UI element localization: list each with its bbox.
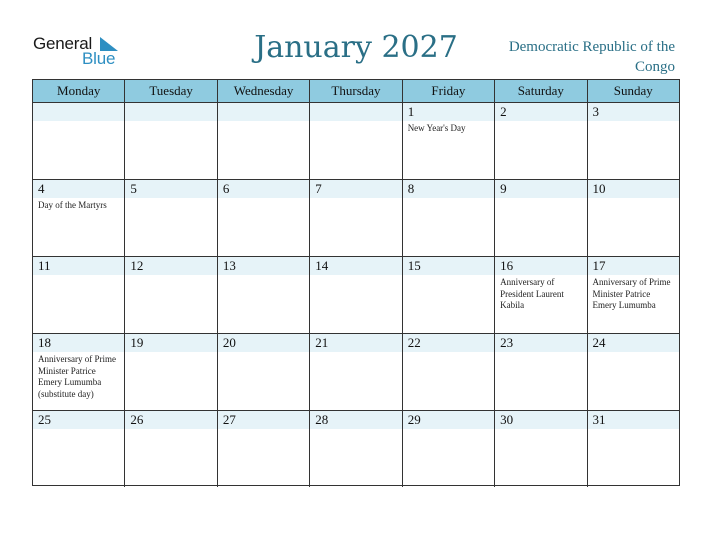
- day-cell: [125, 411, 217, 487]
- day-cell: [218, 334, 310, 410]
- day-number: 11: [38, 258, 51, 273]
- day-cell: [403, 180, 495, 256]
- weekday-monday: Monday: [33, 80, 125, 102]
- day-number: 9: [500, 181, 507, 196]
- day-number: 4: [38, 181, 45, 196]
- day-cell: [495, 334, 587, 410]
- day-number-band: [218, 103, 309, 121]
- day-number: 2: [500, 104, 507, 119]
- day-cell: [310, 180, 402, 256]
- weekday-sunday: Sunday: [613, 83, 653, 98]
- day-number-band: [588, 103, 679, 121]
- holiday-label: Anniversary of President Laurent Kabila: [500, 277, 564, 310]
- day-cell: [33, 334, 125, 410]
- day-number-band: [125, 180, 216, 198]
- day-cell: [495, 103, 587, 179]
- day-cell: [125, 257, 217, 333]
- logo-general-text: General: [33, 34, 93, 53]
- day-cell: [218, 257, 310, 333]
- day-cell: [588, 257, 679, 333]
- day-number: 14: [315, 258, 329, 273]
- day-cell: [310, 257, 402, 333]
- day-cell: [125, 334, 217, 410]
- day-number: 1: [407, 104, 415, 119]
- day-number: 18: [38, 335, 51, 350]
- day-number: 27: [222, 412, 236, 427]
- day-number: 24: [592, 335, 606, 350]
- day-number: 15: [407, 258, 421, 273]
- calendar-title: January 2027: [254, 30, 458, 65]
- weekday-friday: Friday: [403, 80, 495, 102]
- week-row: [33, 334, 679, 411]
- day-cell: [33, 411, 125, 487]
- day-cell: [495, 411, 587, 487]
- logo-blue-text: Blue: [82, 49, 116, 68]
- day-number: 20: [222, 335, 236, 350]
- day-number: 10: [592, 181, 606, 196]
- day-cell: [588, 103, 679, 179]
- day-number: 3: [592, 104, 600, 119]
- day-number: 17: [592, 258, 606, 273]
- weekday-thursday: Thursday: [310, 80, 402, 102]
- day-number: 5: [130, 181, 137, 196]
- day-number: 6: [222, 181, 230, 196]
- day-cell: [403, 334, 495, 410]
- holiday-label: Anniversary of Prime Minister Patrice Emery Lumumba: [592, 277, 671, 310]
- day-number: 21: [315, 335, 329, 350]
- holiday-label: Day of the Martyrs: [38, 200, 107, 210]
- day-cell: [588, 411, 679, 487]
- day-cell: [218, 180, 310, 256]
- week-row: [33, 411, 679, 487]
- day-cell: [125, 103, 217, 179]
- day-number-band: [33, 180, 124, 198]
- day-number: 19: [130, 335, 144, 350]
- day-number: 22: [407, 335, 421, 350]
- day-number-band: [310, 180, 401, 198]
- weekday-tuesday: Tuesday: [125, 80, 217, 102]
- day-cell: [218, 411, 310, 487]
- day-cell: [218, 103, 310, 179]
- day-cell: [33, 180, 125, 256]
- day-cell: [403, 411, 495, 487]
- day-number: 25: [38, 412, 51, 427]
- day-number-band: [403, 180, 494, 198]
- calendar-grid: [32, 79, 680, 486]
- day-number: 30: [500, 412, 514, 427]
- week-row: [33, 103, 679, 180]
- day-cell: [33, 257, 125, 333]
- day-cell: [495, 257, 587, 333]
- day-number: 12: [130, 258, 144, 273]
- day-cell: [33, 103, 125, 179]
- day-cell: [310, 334, 402, 410]
- week-row: [33, 257, 679, 334]
- day-cell: [403, 257, 495, 333]
- weeks-container: [33, 103, 679, 487]
- day-cell: [588, 180, 679, 256]
- day-number-band: [310, 103, 401, 121]
- day-number: 7: [315, 181, 322, 196]
- day-number: 13: [222, 258, 236, 273]
- day-number: 29: [407, 412, 421, 427]
- day-number: 31: [592, 412, 606, 427]
- day-number: 28: [315, 412, 329, 427]
- day-cell: [495, 180, 587, 256]
- weekday-header-row: [33, 80, 679, 103]
- day-number-band: [33, 103, 124, 121]
- day-number: 8: [407, 181, 415, 196]
- holiday-label: New Year's Day: [407, 123, 466, 133]
- holiday-label: Anniversary of Prime Minister Patrice Emery Lumumba (substitute day): [38, 354, 116, 399]
- day-number-band: [495, 180, 586, 198]
- weekday-saturday: Saturday: [495, 80, 587, 102]
- day-cell: [310, 103, 402, 179]
- day-number-band: [403, 103, 494, 121]
- day-number-band: [218, 180, 309, 198]
- day-cell: [588, 334, 679, 410]
- day-number: 26: [130, 412, 144, 427]
- day-number: 16: [500, 258, 514, 273]
- weekday-wednesday: Wednesday: [218, 80, 310, 102]
- week-row: [33, 180, 679, 257]
- day-cell: [125, 180, 217, 256]
- day-cell: [403, 103, 495, 179]
- day-cell: [310, 411, 402, 487]
- day-number: 23: [500, 335, 514, 350]
- country-name: Democratic Republic of the Congo: [508, 39, 675, 75]
- day-number-band: [495, 103, 586, 121]
- day-number-band: [125, 103, 216, 121]
